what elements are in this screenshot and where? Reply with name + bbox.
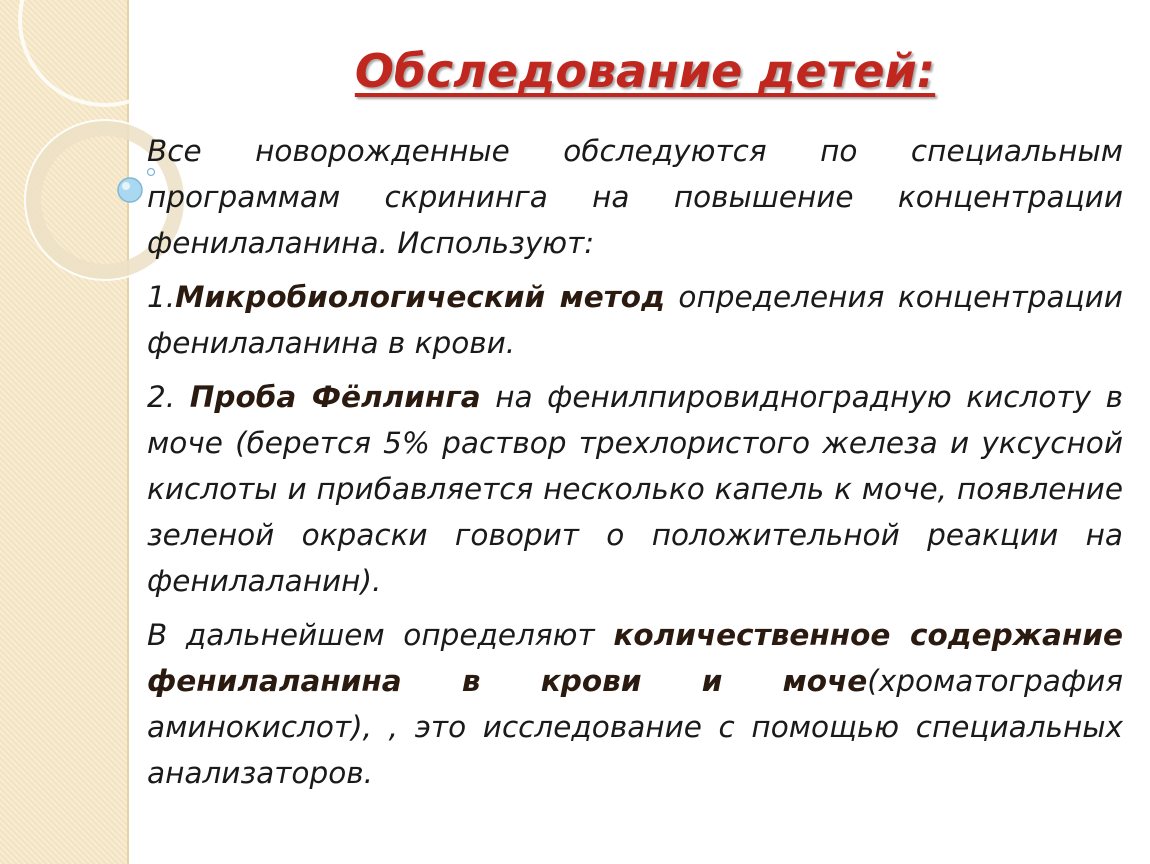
further-start: В дальнейшем определяют xyxy=(147,618,614,652)
paragraph-further xyxy=(147,612,1123,796)
method-1-name: Микробиологический метод xyxy=(175,280,665,314)
item-number: 2. xyxy=(147,380,190,414)
intro-text: Все новорожденные обследуются по специальным программам скрининга на повышение концентрации фенилаланина. Используют: xyxy=(147,134,1123,260)
slide-body xyxy=(147,128,1123,804)
method-2-text: на фенилпировидноградную кислоту в моче (берется 5% раствор трехлористого железа и уксусной кислоты и прибавляется несколько капель к моче, появление зеленой окраски говорит о положительной реакции на фенилаланин). xyxy=(147,380,1123,598)
paragraph-method-2 xyxy=(147,374,1123,604)
further-rest: (хроматография аминокислот), , это исследование с помощью специальных анализаторов. xyxy=(147,664,1123,790)
further-bold: количественное содержание фенилаланина в крови и моче xyxy=(147,618,1124,698)
slide-title: Обследование детей: xyxy=(354,44,936,98)
left-decor-band xyxy=(0,0,129,864)
item-number: 1. xyxy=(147,280,176,314)
method-2-name: Проба Фёллинга xyxy=(189,380,481,414)
paragraph-method-1 xyxy=(147,274,1123,366)
method-1-text: определения концентрации фенилаланина в крови. xyxy=(147,280,1123,360)
paragraph-intro xyxy=(147,128,1123,266)
